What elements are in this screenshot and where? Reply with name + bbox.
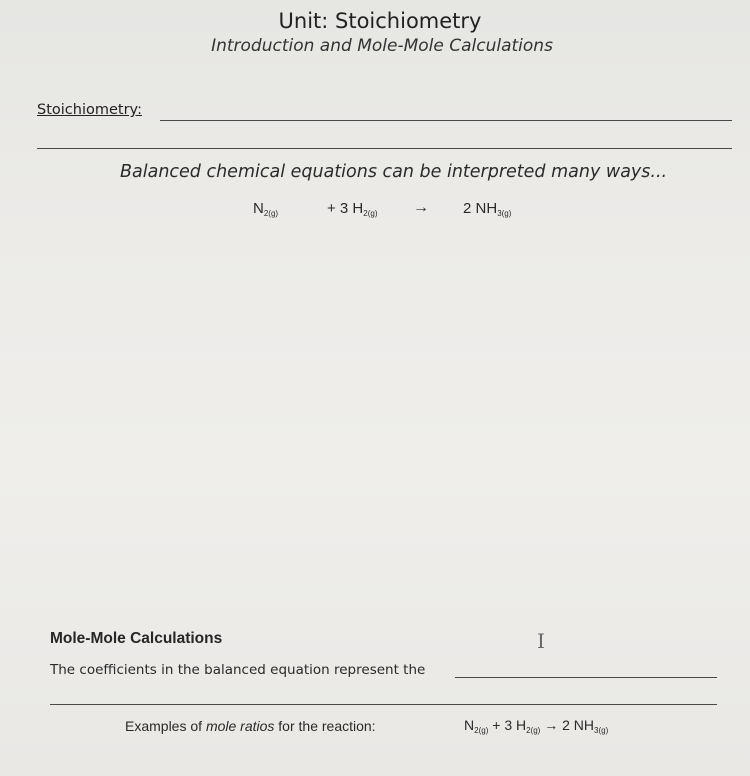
product-nh3: 2 $NH_{3(g)}$ — [463, 200, 512, 218]
mole-mole-heading: Mole-Mole Calculations — [50, 630, 223, 647]
reaction-arrow-icon: → — [413, 199, 429, 216]
definition-blank-line-2 — [37, 148, 732, 149]
stoichiometry-term-label: Stoichiometry: — [37, 102, 142, 118]
coefficients-blank-line-2 — [50, 704, 717, 705]
reactant-n2: $N_{2(g)}$ — [253, 200, 279, 218]
reactant-h2: + 3 $H_{2(g)}$ — [327, 200, 378, 218]
text-cursor-icon: I — [537, 629, 545, 653]
mole-ratio-examples: Examples of mole ratios for the reaction: — [125, 718, 376, 734]
balanced-equation-top — [253, 200, 553, 222]
coefficients-prompt: The coefficients in the balanced equation represent the — [50, 662, 426, 678]
balanced-equation-bottom: $N_{2(g)} + 3$ $H_{2(g)} \to 2$ $NH_{3(g)}$ — [464, 717, 609, 735]
page-subtitle: Introduction and Mole-Mole Calculations — [211, 36, 553, 56]
coefficients-blank-line-1 — [455, 677, 717, 678]
definition-blank-line-1 — [160, 120, 732, 121]
interpretation-intro-text: Balanced chemical equations can be interpreted many ways... — [120, 162, 668, 182]
reaction-arrow-icon: → — [540, 717, 563, 733]
page-title: Unit: Stoichiometry — [278, 9, 482, 33]
